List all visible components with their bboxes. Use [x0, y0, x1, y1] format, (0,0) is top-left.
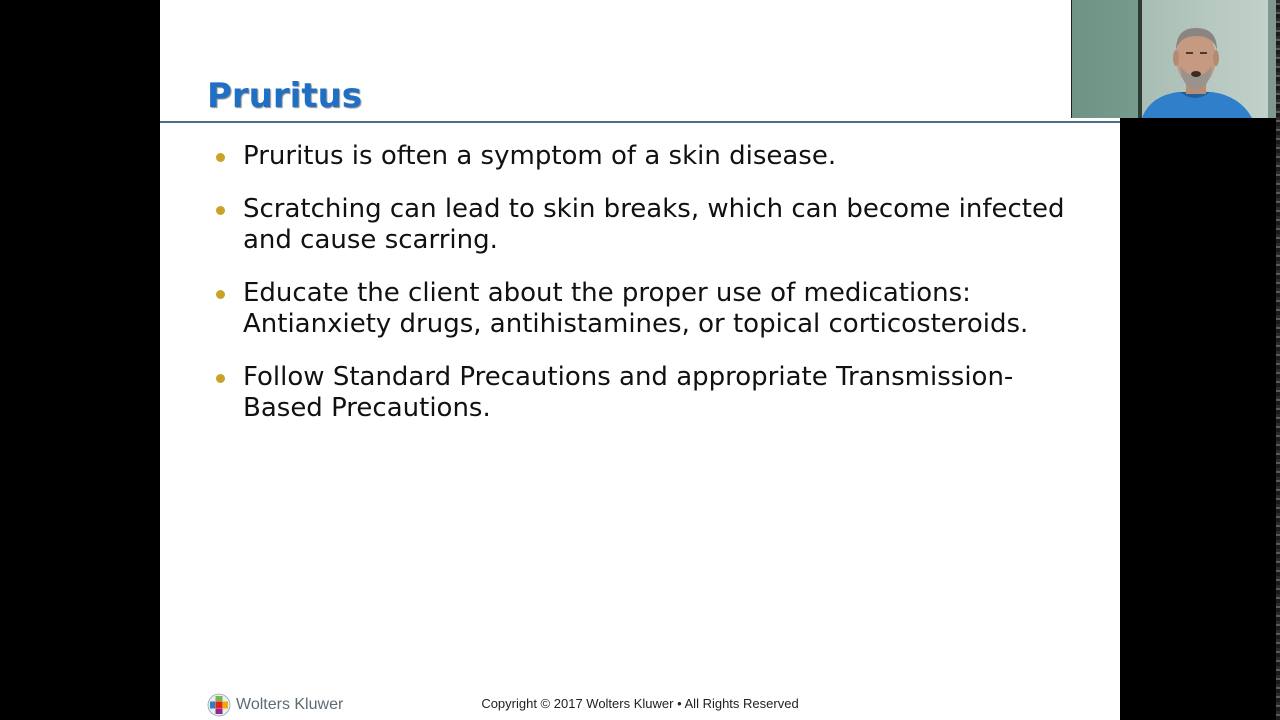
- bullet-text: Pruritus is often a symptom of a skin disease.: [243, 141, 837, 171]
- bullet-item: [215, 278, 1085, 341]
- footer-copyright: Copyright © 2017 Wolters Kluwer • All Rights Reserved: [481, 696, 799, 711]
- bullet-dot-icon: [216, 290, 225, 299]
- bullet-list: [215, 141, 1085, 446]
- presenter-webcam-video: [1071, 0, 1277, 118]
- bullet-item: [215, 362, 1085, 425]
- presenter-video-feed-icon: [1072, 0, 1277, 118]
- logo-text: Wolters Kluwer: [236, 696, 344, 713]
- bullet-item: [215, 194, 1085, 257]
- bullet-text: Scratching can lead to skin breaks, which can become infected and cause scarring.: [243, 193, 1065, 255]
- title-divider: [160, 121, 1120, 123]
- screen-edge-artifact: [1276, 0, 1280, 720]
- bullet-item: [215, 141, 1085, 173]
- bullet-dot-icon: [216, 206, 225, 215]
- slide: [160, 0, 1120, 720]
- bullet-dot-icon: [216, 374, 225, 383]
- bullet-text: Follow Standard Precautions and appropriate Transmission-Based Precautions.: [243, 361, 1014, 423]
- bullet-dot-icon: [216, 153, 225, 162]
- slide-title: Pruritus: [207, 76, 363, 116]
- bullet-text: Educate the client about the proper use of medications: Antianxiety drugs, antihistamines, or topical corticosteroids.: [243, 277, 1029, 339]
